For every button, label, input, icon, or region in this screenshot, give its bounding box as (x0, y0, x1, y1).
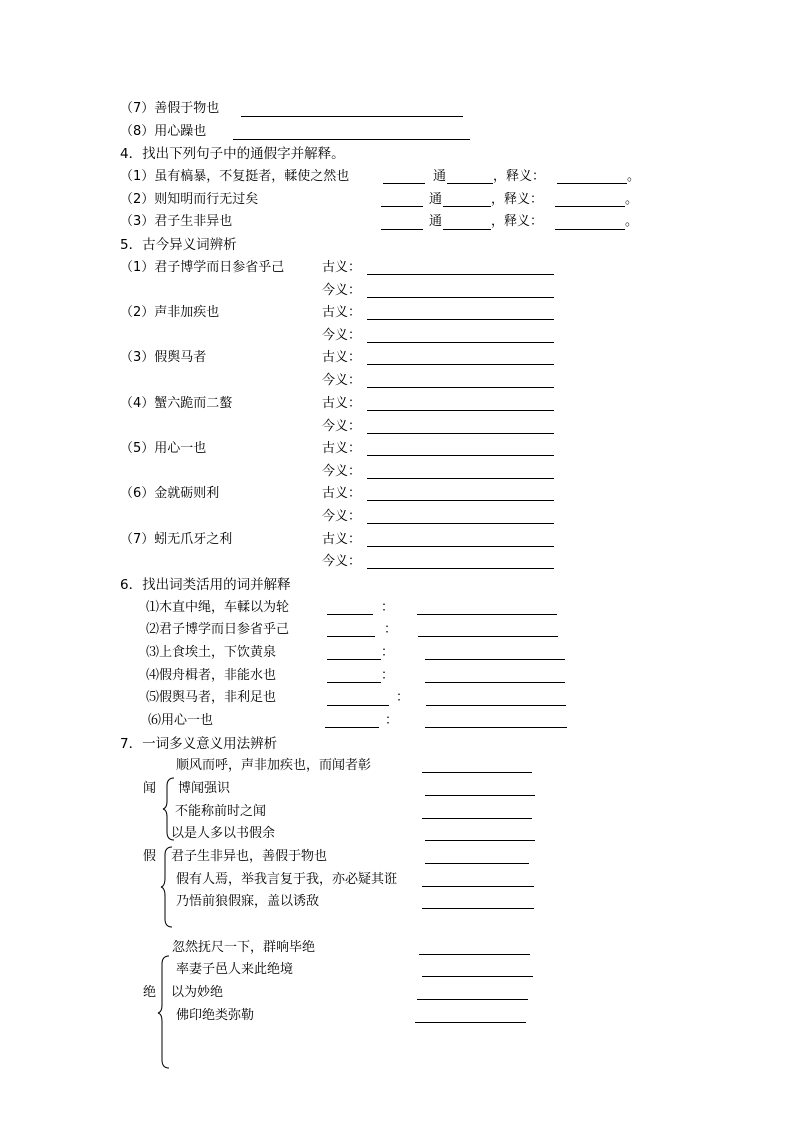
s4-item-1: （1）虽有槁暴，不复挺者，輮使之然也 (120, 169, 350, 184)
answer-blank[interactable] (555, 206, 625, 207)
gu-label: 古义： (322, 486, 362, 501)
period: 。 (627, 169, 641, 184)
section-7-title: 7．一词多义意义用法辨析 (120, 736, 278, 752)
period: 。 (625, 192, 639, 207)
s5-item-4: （4）蟹六跪而二螯 (120, 396, 233, 411)
shiyi-label: ，释义： (493, 169, 546, 184)
jia-item-3: 乃悟前狼假寐，盖以诱敌 (176, 894, 320, 909)
gu-label: 古义： (322, 305, 362, 320)
jin-label: 今义： (322, 328, 362, 343)
colon: ： (381, 600, 395, 615)
jin-label: 今义： (322, 464, 362, 479)
answer-blank[interactable] (422, 772, 532, 773)
section-6-title: 6．找出词类活用的词并解释 (120, 577, 291, 593)
answer-blank[interactable] (383, 183, 425, 184)
answer-blank[interactable] (415, 1022, 526, 1023)
gu-label: 古义： (322, 396, 362, 411)
answer-blank[interactable] (381, 229, 423, 230)
answer-blank[interactable] (418, 636, 558, 637)
s6-item-4: ⑷假舟楫者，非能水也 (146, 668, 277, 683)
answer-blank[interactable] (381, 206, 423, 207)
answer-blank[interactable] (422, 908, 534, 909)
s4-item-3: （3）君子生非异也 (120, 214, 233, 229)
answer-blank[interactable] (367, 342, 554, 343)
answer-blank[interactable] (367, 387, 554, 388)
s5-item-3: （3）假舆马者 (120, 350, 207, 365)
colon: ： (396, 690, 410, 705)
jia-item-1: 君子生非异也，善假于物也 (171, 849, 328, 864)
answer-blank[interactable] (367, 433, 554, 434)
answer-blank[interactable] (233, 139, 470, 140)
answer-blank[interactable] (327, 636, 375, 637)
jia-item-2: 假有人焉，举我言复于我，亦必疑其诳 (176, 872, 398, 887)
s5-item-1: （1）君子博学而日参省乎己 (120, 260, 285, 275)
answer-blank[interactable] (367, 500, 554, 501)
s3-item-7: （7）善假于物也 (120, 101, 220, 116)
s5-item-7: （7）蚓无爪牙之利 (120, 532, 233, 547)
answer-blank[interactable] (367, 568, 554, 569)
tong-label: 通 (433, 169, 447, 184)
jue-item-3: 以为妙绝 (171, 985, 224, 1000)
answer-blank[interactable] (367, 364, 554, 365)
answer-blank[interactable] (367, 274, 554, 275)
wen-item-4: 以是人多以书假余 (171, 826, 276, 841)
answer-blank[interactable] (367, 546, 554, 547)
s5-item-5: （5）用心一也 (120, 441, 207, 456)
gu-label: 古义： (322, 260, 362, 275)
answer-blank[interactable] (417, 999, 528, 1000)
answer-blank[interactable] (555, 229, 625, 230)
answer-blank[interactable] (425, 795, 535, 796)
brace-jue (157, 955, 171, 1069)
answer-blank[interactable] (327, 705, 389, 706)
answer-blank[interactable] (367, 410, 554, 411)
s6-item-3: ⑶上食埃土，下饮黄泉 (146, 645, 277, 660)
jin-label: 今义： (322, 419, 362, 434)
colon: ： (381, 645, 395, 660)
answer-blank[interactable] (367, 523, 554, 524)
jin-label: 今义： (322, 509, 362, 524)
shiyi-label: ，释义： (491, 214, 544, 229)
jue-item-1: 忽然抚尺一下，群响毕绝 (172, 940, 316, 955)
jin-label: 今义： (322, 283, 362, 298)
jin-label: 今义： (322, 373, 362, 388)
answer-blank[interactable] (447, 183, 493, 184)
tong-label: 通 (429, 214, 443, 229)
period: 。 (625, 214, 639, 229)
polysemy-word-jue: 绝 (143, 985, 157, 1000)
answer-blank[interactable] (425, 863, 529, 864)
answer-blank[interactable] (443, 229, 491, 230)
answer-blank[interactable] (327, 614, 373, 615)
answer-blank[interactable] (417, 614, 557, 615)
section-5-title: 5．古今异义词辨析 (120, 237, 237, 253)
gu-label: 古义： (322, 441, 362, 456)
jue-item-4: 佛印绝类弥勒 (176, 1008, 255, 1023)
answer-blank[interactable] (422, 886, 534, 887)
jue-item-2: 率妻子邑人来此绝境 (176, 962, 294, 977)
gu-label: 古义： (322, 532, 362, 547)
s4-item-2: （2）则知明而行无过矣 (120, 192, 259, 207)
answer-blank[interactable] (422, 818, 532, 819)
answer-blank[interactable] (425, 659, 565, 660)
answer-blank[interactable] (557, 183, 627, 184)
polysemy-word-wen: 闻 (143, 781, 157, 796)
wen-item-1: 顺风而呼，声非加疾也，而闻者彰 (176, 758, 372, 773)
s6-item-5: ⑸假舆马者，非利足也 (146, 690, 277, 705)
answer-blank[interactable] (422, 976, 533, 977)
answer-blank[interactable] (426, 705, 566, 706)
answer-blank[interactable] (425, 840, 535, 841)
tong-label: 通 (429, 192, 443, 207)
answer-blank[interactable] (241, 116, 463, 117)
colon: ： (384, 622, 398, 637)
s6-item-6: ⑹用心一也 (148, 713, 214, 728)
wen-item-2: 博闻强识 (178, 781, 231, 796)
shiyi-label: ，释义： (491, 192, 544, 207)
answer-blank[interactable] (367, 478, 554, 479)
answer-blank[interactable] (327, 659, 381, 660)
answer-blank[interactable] (443, 206, 491, 207)
s5-item-2: （2）声非加疾也 (120, 305, 220, 320)
answer-blank[interactable] (367, 455, 554, 456)
colon: ： (381, 668, 395, 683)
gu-label: 古义： (322, 350, 362, 365)
wen-item-3: 不能称前时之闻 (175, 804, 267, 819)
s6-item-2: ⑵君子博学而日参省乎己 (146, 622, 290, 637)
answer-blank[interactable] (419, 954, 530, 955)
jin-label: 今义： (322, 554, 362, 569)
s6-item-1: ⑴木直中绳，车輮以为轮 (146, 600, 290, 615)
section-4-title: 4．找出下列句子中的通假字并解释。 (120, 146, 345, 162)
polysemy-word-jia: 假 (143, 849, 157, 864)
answer-blank[interactable] (327, 682, 381, 683)
s3-item-8: （8）用心躁也 (120, 124, 207, 139)
answer-blank[interactable] (325, 727, 379, 728)
answer-blank[interactable] (367, 319, 554, 320)
colon: ： (385, 713, 399, 728)
answer-blank[interactable] (425, 727, 567, 728)
answer-blank[interactable] (367, 297, 554, 298)
answer-blank[interactable] (425, 682, 565, 683)
s5-item-6: （6）金就砺则利 (120, 486, 220, 501)
